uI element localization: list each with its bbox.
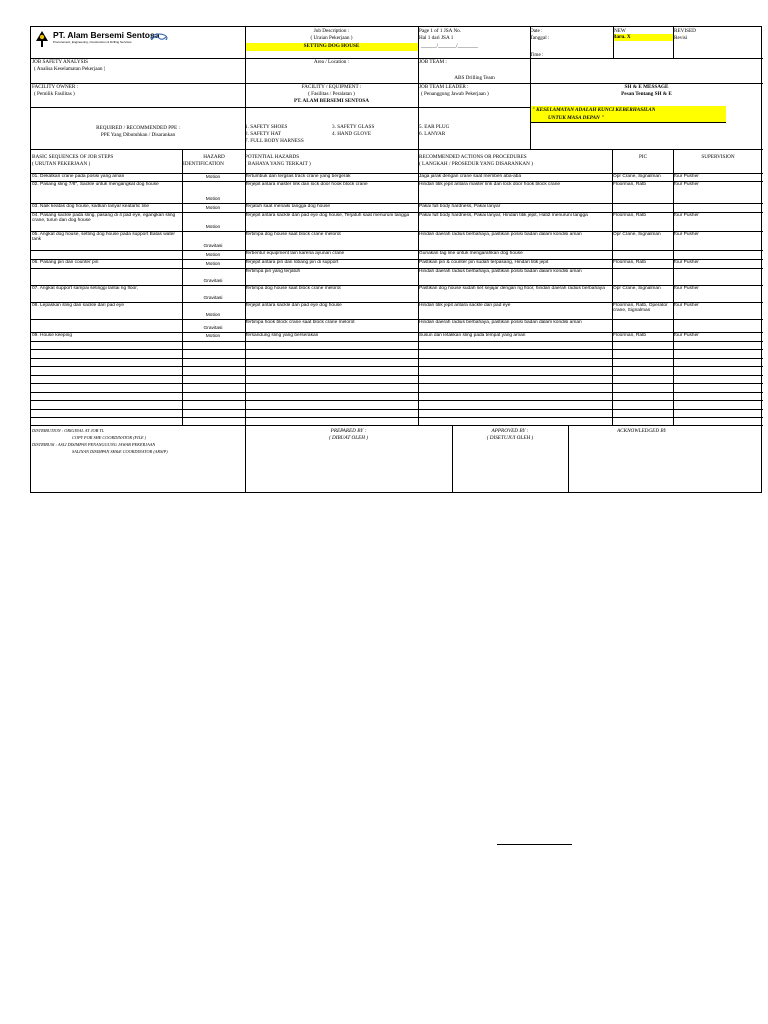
- grid-line: [31, 366, 763, 367]
- action-cell: Susun dan letakkan sling pada tempat yang aman: [419, 333, 526, 338]
- hazard-cell: Tertimpa dog house saat block crane melorot: [245, 232, 341, 237]
- grid-line: [31, 332, 763, 333]
- grid-line: [31, 341, 763, 342]
- hazard-id-cell: Gravitasi: [203, 279, 223, 284]
- pic-cell: Opr Crane, Signalman: [613, 286, 661, 291]
- job-description-label: Job Description :: [313, 28, 350, 34]
- ppe-label: REQUIRED / RECOMMENDED PPE :: [96, 125, 180, 131]
- step-cell: 03. Naik keatas dog house, kaitkan lanyar keatarlic line: [32, 204, 150, 209]
- hazard-cell: Tertimpa dog house saat block crane melorot: [245, 286, 341, 291]
- hazard-id-cell: Motion: [205, 313, 221, 318]
- pic-cell: [613, 269, 671, 286]
- tanggal-label: Tanggal :: [530, 35, 550, 41]
- grid-line: [31, 349, 763, 350]
- col-hazards-sub: ( BAHAYA YANG TERKAIT ): [245, 161, 311, 167]
- ppe-item: 4. HAND GLOVE: [332, 131, 372, 137]
- pic-cell: Opr Crane, Signalman: [613, 174, 661, 179]
- grid-line: [31, 358, 763, 359]
- hazard-id-cell: Motion: [205, 253, 221, 258]
- step-cell: 02. Pasang sling 7/8", Sackle untuk mengangkat dog house: [32, 182, 159, 187]
- hazard-cell: Terjatuh saat menaiki tangga dog house: [245, 204, 331, 209]
- approved-label: APPROVED BY :: [491, 428, 529, 434]
- grid-line: [31, 250, 763, 251]
- pic-cell: Floorman, Ratb: [613, 182, 647, 187]
- grid-line: [31, 302, 763, 303]
- hazard-id-cell: Gravitasi: [203, 326, 223, 331]
- date-label: Date :: [530, 28, 543, 34]
- hazard-cell: Terbentur equipment lain karena ayunan crane: [245, 251, 345, 256]
- step-cell: 05. Angkat dog house, setting dog house pada support Batas water tank: [32, 232, 175, 243]
- step-cell: 08. Lepaskan sling dan sackle dari pad eye: [32, 303, 125, 308]
- hazard-id-cell: Motion: [205, 225, 221, 230]
- dist-line-4: SALINAN DISIMPAN SH&E COORDINATOR (ARSIP): [72, 449, 168, 454]
- grid-line: [31, 58, 763, 59]
- company-tagline: Procurement, Engineering, Construction & Drilling Services: [53, 40, 132, 44]
- leader-label: JOB TEAM LEADER :: [419, 84, 469, 90]
- grid-line: [31, 83, 763, 84]
- col-pic: PIC: [638, 154, 648, 160]
- supervision-cell: Tour Pusher: [673, 232, 699, 237]
- grid-line: [530, 83, 531, 149]
- col-hazards: POTENTIAL HAZARDS: [245, 154, 300, 160]
- facility-label: FACILITY / EQUIPMENT :: [301, 84, 362, 90]
- pic-cell: Floorman, Ratb: [613, 260, 647, 265]
- ppe-item: 2. SAFETY HAT: [245, 131, 281, 137]
- jsa-label: JOB SAFETY ANALYSIS: [32, 59, 89, 65]
- action-cell: Pastikan dog house sudah set sejajar dengan rig floor, hindari daerah radius berbahaya: [419, 286, 605, 291]
- grid-line: [31, 231, 763, 232]
- prepared-sub: ( DIBUAT OLEH ): [328, 435, 369, 441]
- hazard-id-cell: Motion: [205, 175, 221, 180]
- she-message-line2: UNTUK MASA DEPAN ": [548, 115, 604, 121]
- hazard-cell: Terjepit antara master link dan lock door hook block crane: [245, 182, 368, 187]
- grid-line: [612, 149, 613, 425]
- job-title: SETTING DOG HOUSE: [245, 43, 418, 51]
- col-steps-sub: ( URUTAN PEKERJAAN ): [32, 161, 91, 167]
- hazard-id-cell: Gravitasi: [203, 244, 223, 249]
- supervision-cell: Tour Pusher: [673, 260, 699, 265]
- grid-line: [31, 259, 763, 260]
- action-cell: Jaga jarak dengan crane saat memberi aba-aba: [419, 174, 522, 179]
- hazard-cell: Tertumbuk dan tergilas track crane yang bergerak: [245, 174, 351, 179]
- jsa-form: [30, 26, 762, 493]
- hazard-cell: Tersandung sling yang berserakan: [245, 333, 319, 338]
- grid-line: [31, 173, 763, 174]
- company-logo: [35, 30, 49, 48]
- grid-line: [673, 149, 674, 425]
- action-cell: Hindari daerah radius berbahaya, pastikan posisi badan dalam kondisi aman: [419, 320, 582, 325]
- grid-line: [245, 27, 246, 149]
- hazard-id-cell: Gravitasi: [203, 296, 223, 301]
- col-supervision: SUPERVISION: [701, 154, 735, 160]
- action-cell: Gunakan tag line untuk mengarahkan dog house: [419, 251, 523, 256]
- new-label: NEW: [614, 28, 626, 34]
- job-team-value: ABS Drilling Team: [454, 75, 495, 81]
- hazard-cell: Terjepit antara sackle dan pad eye dog house, Terjatuh saat menuruni tangga: [245, 213, 410, 218]
- grid-line: [31, 212, 763, 213]
- grid-line: [31, 203, 763, 204]
- supervision-cell: Tour Pusher: [673, 286, 699, 291]
- she-message-line1: " KESELAMATAN ADALAH KUNCI KEBERHASILAN: [532, 107, 656, 113]
- facility-value: PT. ALAM BERSEMI SENTOSA: [293, 98, 370, 104]
- grid-line: [31, 392, 763, 393]
- page-line: Page 1 of 1 JSA No.: [419, 28, 462, 34]
- ppe-sub: PPE Yang Dibutuhkan / Disarankan: [100, 132, 176, 138]
- hazard-cell: Terjepit antara sackle dan pad eye dog house: [245, 303, 342, 308]
- step-cell: 07. Angkat support sampai setinggi lantai rig floor,: [32, 286, 138, 291]
- grid-line: [31, 417, 763, 418]
- action-cell: Hindari daerah radius berbahaya, pastikan posisi badan dalam kondisi aman: [419, 269, 582, 274]
- supervision-cell: Tour Pusher: [673, 333, 699, 338]
- dist-line-2: COPY FOR SHE COORDINATOR (FILE ): [72, 435, 147, 440]
- grid-line: [673, 27, 674, 58]
- col-actions: RECOMMENDED ACTIONS OR PROCEDURES: [419, 154, 527, 160]
- grid-line: [31, 107, 530, 108]
- grid-line: [418, 27, 419, 149]
- supervision-cell: Tour Pusher: [673, 174, 699, 179]
- supervision-cell: Tour Pusher: [673, 213, 699, 218]
- action-cell: Pakai full body hardness, Pakai lanyar: [419, 204, 501, 209]
- ppe-item: 7. FULL BODY HARNESS: [245, 138, 304, 144]
- step-cell: [32, 269, 180, 286]
- job-description-sub: ( Uraian Pekerjaan ): [310, 35, 353, 41]
- time-label: Time :: [530, 52, 544, 58]
- owner-label: FACILITY OWNER :: [32, 84, 79, 90]
- grid-line: [31, 409, 763, 410]
- job-team-label: JOB TEAM :: [419, 59, 447, 65]
- revisi-label: Revisi: [674, 35, 688, 41]
- hazard-cell: Terjepit antara pin dan lobang pin di support: [245, 260, 339, 265]
- grid-line: [31, 383, 763, 384]
- hal-line: Hal 1 dari JSA 1: [419, 35, 454, 41]
- revised-label: REVISED: [674, 28, 696, 34]
- facility-sub: ( Fasilitas / Peralatan ): [308, 91, 355, 97]
- jsa-sub: ( Analisa Keselamatan Pekerjaan ): [34, 66, 106, 72]
- grid-line: [31, 400, 763, 401]
- grid-line: [245, 268, 763, 269]
- action-cell: Pastikan pin & counter pin sudah terpasang, Hindari titik jepit: [419, 260, 549, 265]
- hazard-cell: Tertimpa hook block crane saat block crane melorot: [245, 320, 355, 325]
- company-name: PT. Alam Bersemi Sentosa: [53, 30, 160, 40]
- grid-line: [31, 149, 763, 150]
- she-title: SH & E MESSAGE: [624, 84, 669, 90]
- grid-line: [182, 149, 183, 425]
- hazard-id-cell: Motion: [205, 334, 221, 339]
- grid-line: [568, 425, 569, 493]
- grid-line: [31, 285, 763, 286]
- wave-logo-icon: [150, 30, 168, 40]
- step-cell: 06. Pasang pin dan counter pin: [32, 260, 99, 265]
- col-steps: BASIC SEQUENCES OF JOB STEPS: [32, 154, 114, 160]
- date-blank: ______/_______/________: [421, 43, 479, 49]
- supervision-cell: [673, 269, 761, 286]
- hazard-cell: Tertimpa pin yang terjatuh: [245, 269, 301, 274]
- grid-line: [530, 122, 726, 123]
- hazard-id-cell: Motion: [205, 206, 221, 211]
- col-actions-sub: ( LANGKAH / PROSEDUR YANG DISARANKAN ): [419, 161, 533, 167]
- supervision-cell: Tour Pusher: [673, 182, 699, 187]
- ppe-item: 3. SAFETY GLASS: [332, 124, 375, 130]
- hazard-id-cell: Motion: [205, 262, 221, 267]
- owner-sub: ( Pemilik Fasilitas ): [34, 91, 75, 97]
- supervision-cell: Tour Pusher: [673, 303, 699, 308]
- tree-logo-icon: [35, 30, 49, 48]
- ppe-item: 6. LANYAR: [419, 131, 446, 137]
- grid-line: [31, 425, 763, 426]
- grid-line: [245, 149, 246, 493]
- baru-checkbox[interactable]: Baru. X: [613, 34, 673, 41]
- pic-cell: Floorman, Ratb: [613, 333, 647, 338]
- acknowledged-label: ACKNOWLEDGED BY: [617, 428, 667, 434]
- approved-sub: ( DISETUJUI OLEH ): [486, 435, 534, 441]
- grid-line: [613, 27, 614, 58]
- action-cell: Hindari daerah radius berbahaya, pastikan posisi badan dalam kondisi aman: [419, 232, 582, 237]
- pic-cell: Opr Crane, Signalman: [613, 232, 661, 237]
- grid-line: [418, 149, 419, 425]
- step-cell: 04. Pasang sackle pada sling, pasang di 4 pad eye, egangkan sling crane, turun dan dog house: [32, 213, 176, 224]
- col-hazard-id: HAZARD: [203, 154, 225, 160]
- hazard-id-cell: Motion: [205, 197, 221, 202]
- she-sub: Pesan Tentang SH & E: [621, 91, 672, 97]
- col-hazard-id-sub: IDENTIFICATION: [183, 161, 224, 167]
- leader-sub: ( Penanggung Jawab Pekerjaan ): [421, 91, 489, 97]
- action-cell: Pakai full body hardness, Pakai lanyar, Hindari titik jepit, Hati2 menuruni tangga: [419, 213, 588, 218]
- action-cell: Hindari titik jepit antara master link dan lock door hook block crane: [419, 182, 561, 187]
- pic-cell: Floorman, Ratb: [613, 213, 647, 218]
- dist-line-3: DISTRIBUSI : ASLI DISIMPAN PENANGGUNG JAWAB PEKERJAAN: [32, 442, 156, 447]
- step-cell: 01. Dekatkan crane pada posisi yang aman: [32, 174, 125, 179]
- grid-line: [245, 319, 763, 320]
- grid-line: [452, 425, 453, 493]
- ppe-item: 1. SAFETY SHOES: [245, 124, 288, 130]
- pic-cell: Floorman, Ratb, Operator crane, Signalman: [613, 303, 668, 314]
- dist-line-1: DISTRIBUTION : ORIGINAL AT JOB TL: [32, 428, 105, 433]
- grid-line: [31, 375, 763, 376]
- grid-line: [31, 181, 763, 182]
- action-cell: Hindari titik jepit antara sackle dan pad eye: [419, 303, 511, 308]
- step-cell: 09. House keeping: [32, 333, 73, 338]
- prepared-label: PREPARED BY :: [330, 428, 367, 434]
- area-label: Area / Location :: [313, 59, 350, 65]
- ppe-item: 5. EAR PLUG: [419, 124, 450, 130]
- signature-line: [497, 844, 572, 845]
